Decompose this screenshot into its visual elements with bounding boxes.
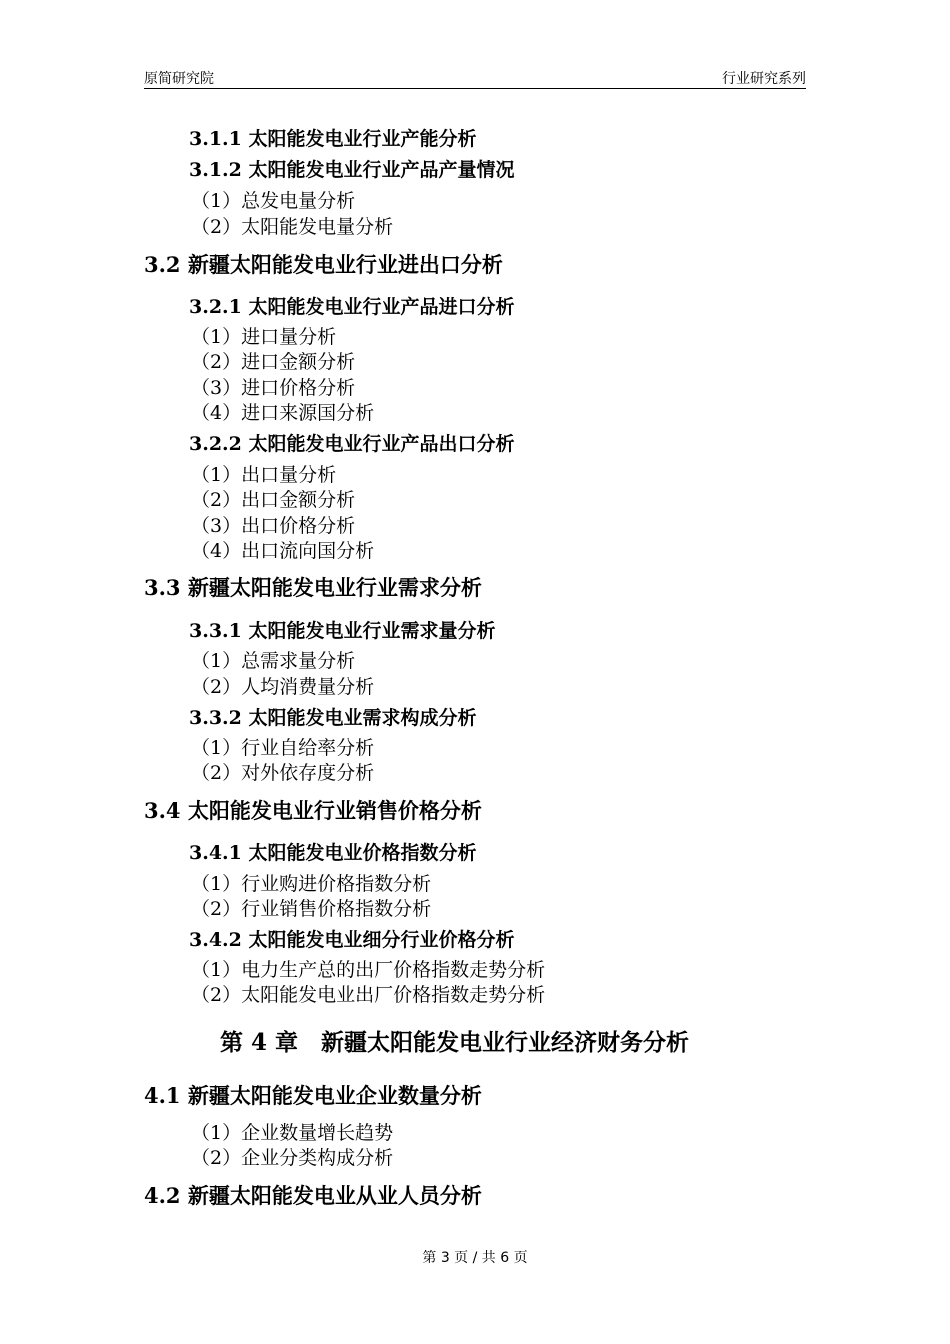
toc-item: （3）出口价格分析 <box>191 515 356 537</box>
toc-item: （4）出口流向国分析 <box>191 540 375 562</box>
toc-subsection-heading: 3.3.1 太阳能发电业行业需求量分析 <box>189 620 496 642</box>
toc-item: （1）总发电量分析 <box>191 190 356 212</box>
toc-subsection-heading: 3.2.1 太阳能发电业行业产品进口分析 <box>189 296 515 318</box>
toc-item: （1）行业购进价格指数分析 <box>191 873 432 895</box>
toc-item: （1）企业数量增长趋势 <box>191 1122 394 1144</box>
page-number: 第 3 页 / 共 6 页 <box>422 1250 528 1266</box>
toc-item: （1）电力生产总的出厂价格指数走势分析 <box>191 959 546 981</box>
toc-subsection-heading: 3.1.2 太阳能发电业行业产品产量情况 <box>189 159 515 181</box>
toc-subsection-heading: 3.1.1 太阳能发电业行业产能分析 <box>189 128 477 150</box>
toc-item: （2）出口金额分析 <box>191 489 356 511</box>
toc-item: （2）对外依存度分析 <box>191 762 375 784</box>
toc-subsection-heading: 3.4.1 太阳能发电业价格指数分析 <box>189 842 477 864</box>
toc-item: （2）行业销售价格指数分析 <box>191 898 432 920</box>
toc-section-heading: 3.3 新疆太阳能发电业行业需求分析 <box>144 575 482 600</box>
toc-item: （2）太阳能发电业出厂价格指数走势分析 <box>191 984 546 1006</box>
toc-section-heading: 4.1 新疆太阳能发电业企业数量分析 <box>144 1083 482 1108</box>
toc-subsection-heading: 3.2.2 太阳能发电业行业产品出口分析 <box>189 433 515 455</box>
toc-section-heading: 3.2 新疆太阳能发电业行业进出口分析 <box>144 252 503 277</box>
toc-item: （4）进口来源国分析 <box>191 402 375 424</box>
toc-subsection-heading: 3.4.2 太阳能发电业细分行业价格分析 <box>189 929 515 951</box>
toc-item: （1）行业自给率分析 <box>191 737 375 759</box>
toc-item: （1）出口量分析 <box>191 464 337 486</box>
toc-item: （1）总需求量分析 <box>191 650 356 672</box>
page-header <box>144 66 806 89</box>
toc-item: （2）太阳能发电量分析 <box>191 216 394 238</box>
header-right: 行业研究系列 <box>722 71 806 87</box>
toc-item: （2）企业分类构成分析 <box>191 1147 394 1169</box>
toc-section-heading: 3.4 太阳能发电业行业销售价格分析 <box>144 798 482 823</box>
toc-item: （1）进口量分析 <box>191 326 337 348</box>
toc-item: （2）进口金额分析 <box>191 351 356 373</box>
chapter-heading: 第 4 章 新疆太阳能发电业行业经济财务分析 <box>220 1029 690 1056</box>
toc-section-heading: 4.2 新疆太阳能发电业从业人员分析 <box>144 1183 482 1208</box>
toc-item: （3）进口价格分析 <box>191 377 356 399</box>
toc-subsection-heading: 3.3.2 太阳能发电业需求构成分析 <box>189 707 477 729</box>
toc-item: （2）人均消费量分析 <box>191 676 375 698</box>
header-left: 原简研究院 <box>144 71 214 87</box>
